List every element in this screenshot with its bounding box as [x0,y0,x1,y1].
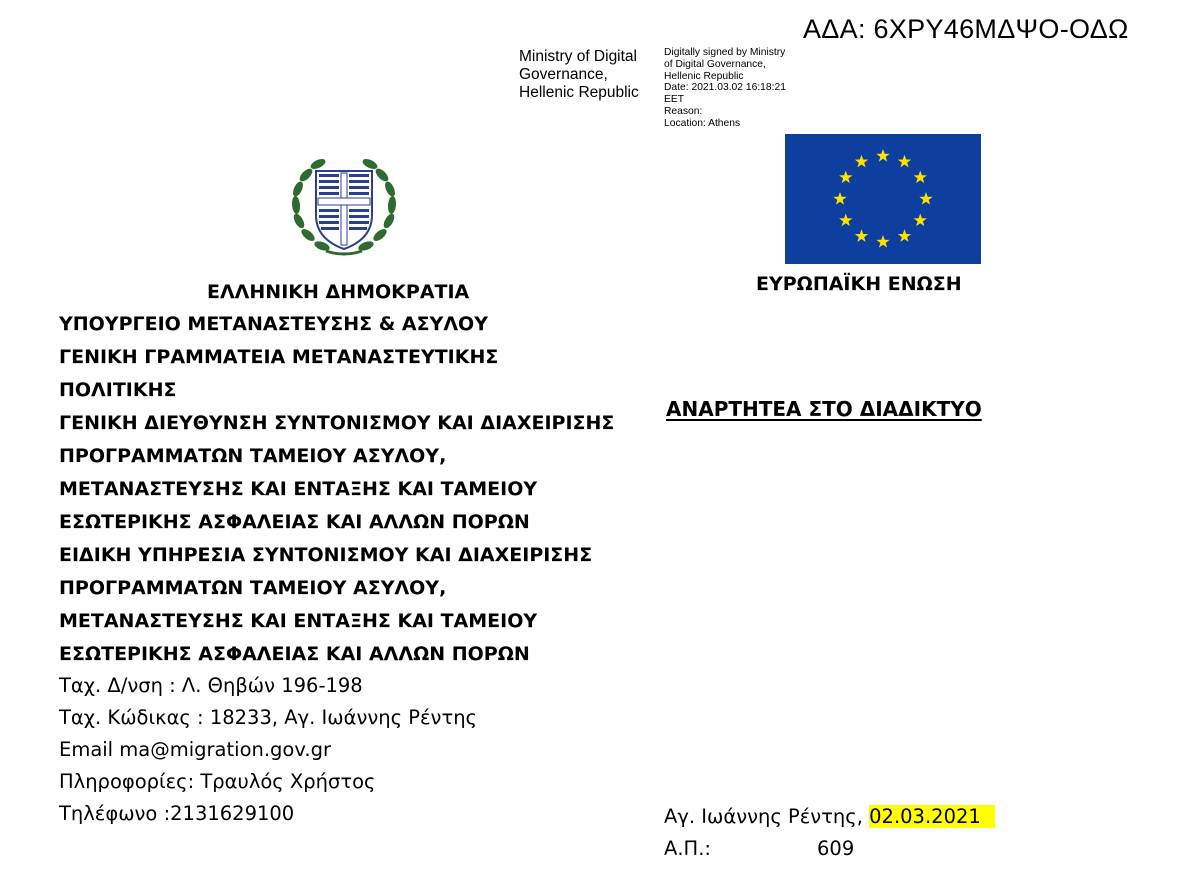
department-line: ΓΕΝΙΚΗ ΔΙΕΥΘΥΝΣΗ ΣΥΝΤΟΝΙΣΜΟΥ ΚΑΙ ΔΙΑΧΕΙΡΙΣΗΣ [59,412,615,434]
signature-detail-line: Reason: [664,105,703,117]
department-line: ΜΕΤΑΝΑΣΤΕΥΣΗΣ ΚΑΙ ΕΝΤΑΞΗΣ ΚΑΙ ΤΑΜΕΙΟΥ [59,478,538,500]
digital-signature-details [664,47,786,130]
department-line: ΠΟΛΙΤΙΚΗΣ [59,379,177,401]
place-date-line [664,801,995,833]
publish-notice: ΑΝΑΡΤΗΤΕΑ ΣΤΟ ΔΙΑΔΙΚΤΥΟ [666,397,982,421]
signature-detail-line: Date: 2021.03.02 16:18:21 [664,82,786,94]
department-line: ΕΙΔΙΚΗ ΥΠΗΡΕΣΙΑ ΣΥΝΤΟΝΙΣΜΟΥ ΚΑΙ ΔΙΑΧΕΙΡΙΣΗΣ [59,544,593,566]
place-text: Αγ. Ιωάννης Ρέντης, [664,805,870,828]
signature-name-line: Ministry of Digital [519,48,637,65]
department-line: ΠΡΟΓΡΑΜΜΑΤΩΝ ΤΑΜΕΙΟΥ ΑΣΥΛΟΥ, [59,445,447,467]
signature-detail-line: Location: Athens [664,117,741,129]
department-line: ΕΣΩΤΕΡΙΚΗΣ ΑΣΦΑΛΕΙΑΣ ΚΑΙ ΑΛΛΩΝ ΠΟΡΩΝ [59,643,530,665]
ada-code: ΑΔΑ: 6ΧΡΥ46ΜΔΨΟ-ΟΔΩ [803,14,1129,44]
contact-phone: Τηλέφωνο :2131629100 [59,802,295,825]
signature-detail-line: Digitally signed by Ministry [664,47,786,58]
signature-detail-line: of Digital Governance, [664,58,766,70]
department-line: ΠΡΟΓΡΑΜΜΑΤΩΝ ΤΑΜΕΙΟΥ ΑΣΥΛΟΥ, [59,577,447,599]
department-block [59,308,614,671]
contact-block [59,670,477,830]
eu-title: ΕΥΡΩΠΑΪΚΗ ΕΝΩΣΗ [756,273,962,295]
signature-detail-line: Hellenic Republic [664,70,744,82]
contact-address: Ταχ. Δ/νση : Λ. Θηβών 196-198 [59,674,363,697]
government-title: ΕΛΛΗΝΙΚΗ ΔΗΜΟΚΡΑΤΙΑ [207,281,470,303]
signature-name-line: Governance, [519,66,608,83]
contact-email: Email ma@migration.gov.gr [59,738,331,761]
signature-detail-line: EET [664,94,685,106]
eu-flag-icon [785,134,981,264]
protocol-number-value: 609 [817,837,855,860]
document-date: 02.03.2021 [869,805,995,828]
department-line: ΕΣΩΤΕΡΙΚΗΣ ΑΣΦΑΛΕΙΑΣ ΚΑΙ ΑΛΛΩΝ ΠΟΡΩΝ [59,511,530,533]
digital-signature-name [519,48,639,102]
contact-info-person: Πληροφορίες: Τραυλός Χρήστος [59,770,376,793]
signature-name-line: Hellenic Republic [519,84,639,101]
department-line: ΓΕΝΙΚΗ ΓΡΑΜΜΑΤΕΙΑ ΜΕΤΑΝΑΣΤΕΥΤΙΚΗΣ [59,346,499,368]
department-line: ΜΕΤΑΝΑΣΤΕΥΣΗΣ ΚΑΙ ΕΝΤΑΞΗΣ ΚΑΙ ΤΑΜΕΙΟΥ [59,610,538,632]
greek-coat-of-arms-icon [286,153,402,257]
protocol-number-label: Α.Π.: [664,837,711,860]
department-line: ΥΠΟΥΡΓΕΙΟ ΜΕΤΑΝΑΣΤΕΥΣΗΣ & ΑΣΥΛΟΥ [59,313,488,335]
contact-postcode: Ταχ. Κώδικας : 18233, Αγ. Ιωάννης Ρέντης [59,706,477,729]
